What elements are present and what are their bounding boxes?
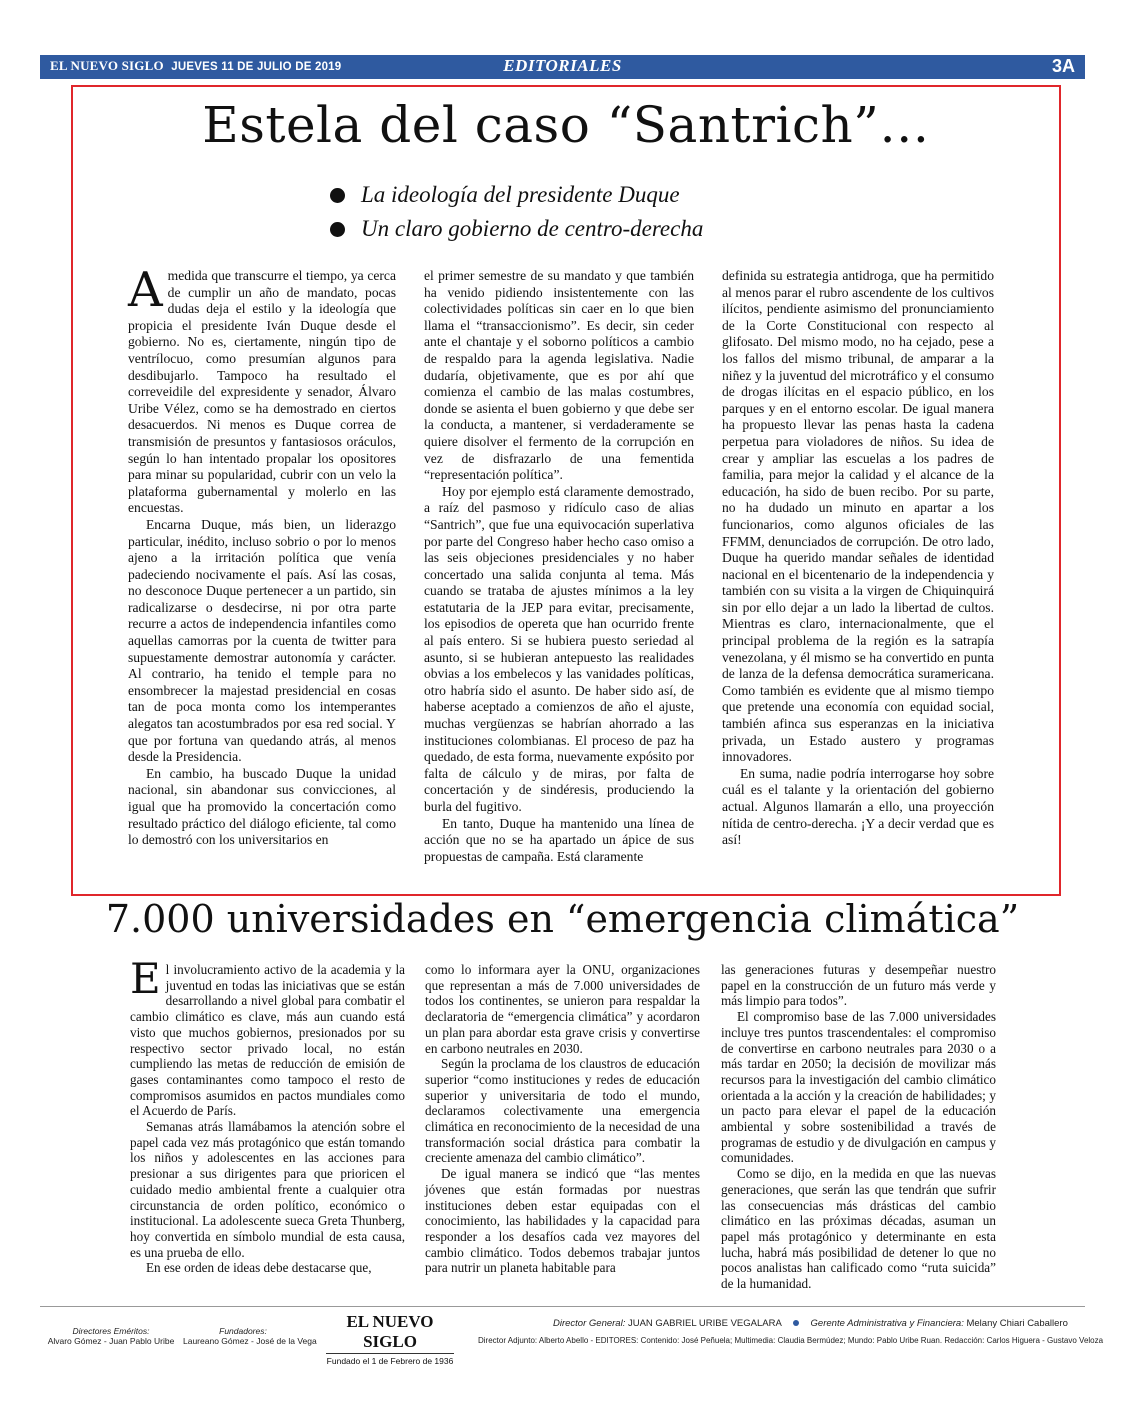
header-page-number: 3A: [1051, 56, 1075, 76]
article-paragraph: Encarna Duque, más bien, un liderazgo particular, inédito, incluso sobrio o por lo menos ajeno a la irritación política que venía padeciendo nocivamente el país. Así las cosas, no desconoce Duque pertenecer a un partido, sin radicalizarse o desdecirse, ni por otra parte recurre a actos de independencia infantiles como aquellas camorras por la cuenta de twitter para supuestamente demostrar autonomía y carácter. Al contrario, ha tenido el temple para no ensombrecer la majestad presidencial en cosas tan de poca monta como los intemperantes alegatos tan acostumbrados por esa red social. Y que por fortuna van quedando atrás, al menos desde la Presidencia.: [128, 516, 396, 765]
paragraph-text: medida que transcurre el tiempo, ya cerca de cumplir un año de mandato, pocas dudas deja el estilo y la ideología que propicia el presidente Iván Duque desde el gobierno. No es, ciertamente, ningún tipo de ventrílocuo, como presumían algunos para desdibujarlo. Tampoco ha resultado el correveidile del expresidente y senador, Álvaro Uribe Vélez, como se ha demostrado en ciertos desacuerdos. Ni menos es Duque correa de transmisión de presuntos y fantasiosos oráculos, según lo han intentado propalar los opositores para minar su popularidad, cubrir con un velo la plataforma gubernamental y molerlo en las encuestas.: [128, 268, 396, 516]
footer-staff-line: Director Adjunto: Alberto Abello - EDITORES: Contenido: José Peñuela; Multimedia: Claudia Bermúdez; Mundo: Pablo Uribe Ruan. Redacción: Carlos Higuera - Gustavo Veloza: [478, 1336, 1104, 1345]
editorial1-subhead: [330, 212, 703, 246]
article-paragraph: En suma, nadie podría interrogarse hoy sobre cuál es el talante y la orientación del gobierno actual. Algunos llamarán a ello, una proyección nítida de centro-derecha. ¡Y a decir verdad que es así!: [722, 765, 994, 848]
footer-gerente-label: Gerente Administrativa y Financiera:: [810, 1318, 964, 1329]
editorial1-subhead-text: Un claro gobierno de centro-derecha: [361, 216, 704, 241]
footer-divider: [40, 1306, 1085, 1307]
footer-founded: Fundado el 1 de Febrero de 1936: [326, 1356, 454, 1366]
article-paragraph: definida su estrategia antidroga, que ha permitido al menos parar el rubro ascendente de los cultivos ilícitos, pendiente asimismo del pronunciamiento de la Corte Constitucional con respecto al glifosato. Del mismo modo, no ha cejado, pese a los fallos del mismo tribunal, de amparar a la niñez y la juventud del microtráfico y el consumo de drogas ilícitas en el espacio público, en los parques y en el entorno escolar. De igual manera ha propuesto llevar las penas hasta la cadena perpetua para violadores de niños. Su idea de crear y ampliar las escuelas a los padres de familia, para mejor la calidad y el alcance de la educación, ha sido de buen recibo. Por su parte, no ha dudado un minuto en apartar a los funcionarios, como algunos oficiales de las FFMM, denunciados de corrupción. De otro lado, Duque ha querido mandar señales de identidad nacional en el bicentenario de la independencia y también con su visita a la virgen de Chiquinquirá sin por ello dejar a un lado la libertad de cultos. Mientras es claro, internacionalmente, que el principal problema de la región es la satrapía venezolana, y él mismo se ha convertido en punta de lanza de la defensa democrática suramericana. Como también es evidente que al mismo tiempo que pretende una economía con equidad social, también afinca sus esperanzas en la iniciativa privada, un Estado austero y programas innovadores.: [722, 268, 994, 765]
footer-director-label: Director General:: [553, 1318, 626, 1329]
paragraph-text: l involucramiento activo de la academia y la juventud en todas las iniciativas que se están desarrollando a nivel global para combatir el cambio climático es clave, más aun cuando está visto que muchos gobiernos, presionados por su respectivo sector privado local, no están cumpliendo las metas de reducción de emisión de gases contaminantes como tampoco el resto de compromisos asumidos en pactos mundiales como el Acuerdo de París.: [130, 962, 405, 1119]
editorial1-column-1: [128, 262, 396, 849]
footer-fundadores-label: Fundadores:: [219, 1326, 267, 1336]
article-paragraph: En ese orden de ideas debe destacarse que,: [146, 1260, 372, 1276]
article-paragraph: Como se dijo, en la medida en que las nuevas generaciones, que serán las que tendrán que sufrir las consecuencias más drásticas del cambio climático en las próximas décadas, asuman un papel más protagónico y determinante en esta lucha, habrá más posibilidad de detener lo que no pocos analistas han calificado como “ruta suicida” de la humanidad.: [721, 1166, 996, 1292]
article-paragraph: En tanto, Duque ha mantenido una línea de acción que no se ha apartado un ápice de sus propuestas de campaña. Está claramente: [424, 815, 694, 864]
article-paragraph: [128, 262, 396, 517]
article-paragraph: De igual manera se indicó que “las mentes jóvenes que están formadas por nuestras instituciones deben estar equipadas con el conocimiento, las habilidades y la capacidad para responder a los desafíos cada vez mayores del cambio climático. Todos debemos trabajar juntos para nutrir un planeta habitable para: [425, 1166, 700, 1276]
footer-fundadores: [183, 1326, 317, 1346]
editorial1-subhead: [330, 178, 703, 212]
header-section: EDITORIALES: [503, 56, 622, 75]
editorial1-subhead-text: La ideología del presidente Duque: [361, 182, 680, 207]
article-paragraph: Hoy por ejemplo está claramente demostrado, a raíz del pasmoso y ridículo caso de alias “Santrich”, que fue una equivocación superlativa por parte del Congreso haber hecho caso omiso a las seis objeciones presidenciales y no haber concertado una salida conjunta al tema. Más cuando se trataba de ajustes mínimos a la ley estatutaria de la JEP para evitar, precisamente, los episodios de opereta que han ocurrido frente al país entero. Si se hubiera puesto seriedad al asunto, si se hubieran antepuesto las realidades obvias a los embelecos y las vanidades políticas, otro habría sido el asunto. De haber sido así, de haberse aceptado a comienzos de año el ajuste, muchas vergüenzas se habrían ahorrado a las instituciones colombianas. El proceso de paz ha quedado, de esta forma, nuevamente expósito por falta de cálculo y de miras, por falta de concertación y de sindéresis, produciendo la burla del fugitivo.: [424, 483, 694, 814]
article-paragraph: Semanas atrás llamábamos la atención sobre el papel cada vez más protagónico que están tomando los niños y adolescentes en las acciones para presionar a sus dirigentes para que prioricen el cuidado medio ambiental frente a cualquier otra circunstancia de orden político, económico o institucional. La adolescente sueca Greta Thunberg, hoy convertida en símbolo mundial de esta causa, es una prueba de ello.: [130, 1119, 405, 1260]
editorial1-subheads: [330, 178, 703, 246]
footer-fundadores-names: Laureano Gómez - José de la Vega: [183, 1336, 317, 1346]
editorial1-column-3: [722, 268, 994, 849]
footer-director-name: JUAN GABRIEL URIBE VEGALARA: [627, 1318, 782, 1329]
footer-emeritos-label: Directores Eméritos:: [72, 1326, 150, 1336]
article-paragraph: el primer semestre de su mandato y que también ha venido pidiendo insistentemente con las colectividades políticas sin caer en lo que bien llama el “transaccionismo”. Es decir, sin ceder ante el chantaje y el soborno políticos a cambio de respaldo para la agenda legislativa. Nadie dudaría, objetivamente, que es por ahí que comienza el cambio de las malas costumbres, donde se asienta el buen gobierno y que debe ser la conducta, a mantener, si verdaderamente se quiere disolver el fermento de la corrupción en vez de disfrazarlo de una fementida “representación política”.: [424, 268, 694, 483]
article-paragraph: Según la proclama de los claustros de educación superior “como instituciones y redes de educación superior y universitaria de todo el mundo, declaramos colectivamente una emergencia climática en reconocimiento de la necesidad de una transformación social drástica para combatir la creciente amenaza del cambio climático”.: [425, 1056, 700, 1166]
bullet-dot-icon: [330, 222, 345, 237]
footer-logo: EL NUEVO SIGLO: [326, 1312, 454, 1354]
editorial2-column-1: [130, 954, 405, 1276]
footer-director-line: [553, 1318, 1068, 1329]
editorial1-title: Estela del caso “Santrich”…: [202, 96, 930, 154]
bullet-dot-icon: [330, 188, 345, 203]
footer-emeritos: [46, 1326, 176, 1346]
article-paragraph: como lo informara ayer la ONU, organizaciones que representan a más de 7.000 universidades de todos los continentes, se unieron para respaldar la declaratoria de “emergencia climática” y acordaron un plan para abordar esta grave crisis y convertirse en carbono neutrales en 2030.: [425, 962, 700, 1056]
drop-cap: A: [128, 262, 163, 318]
editorial1-column-2: [424, 268, 694, 865]
article-paragraph: [130, 954, 405, 1119]
header-paper-name: EL NUEVO SIGLO: [50, 58, 164, 73]
footer-emeritos-names: Alvaro Gómez - Juan Pablo Uribe: [47, 1336, 175, 1346]
page-header-bar: [40, 55, 1085, 79]
footer-gerente-name: Melany Chiari Caballero: [966, 1318, 1068, 1329]
separator-dot-icon: [793, 1320, 799, 1326]
editorial2-column-3: [721, 962, 996, 1292]
article-paragraph: En cambio, ha buscado Duque la unidad nacional, sin abandonar sus convicciones, al igual que ha promovido la concertación como resultado práctico del diálogo eficiente, tal como lo demostró con los universitarios en: [128, 765, 396, 848]
drop-cap: E: [130, 954, 161, 1003]
header-date: JUEVES 11 DE JULIO DE 2019: [171, 61, 342, 73]
article-paragraph: El compromiso base de las 7.000 universidades incluye tres puntos trascendentales: el compromiso de convertirse en carbono neutrales para 2030 o a más tardar en 2050; la decisión de movilizar más recursos para la investigación del cambio climático orientada a la acción y la creación de habilidades; y un pacto para elevar el papel de la educación ambiental y sobre sostenibilidad a través de programas de estudio y de divulgación en campus y comunidades.: [721, 1009, 996, 1166]
article-paragraph: las generaciones futuras y desempeñar nuestro papel en la construcción de un futuro más verde y más limpio para todos”.: [721, 962, 996, 1009]
footer-logo-block: [326, 1312, 454, 1366]
editorial2-title: 7.000 universidades en “emergencia climática”: [105, 897, 1020, 941]
editorial2-column-2: [425, 962, 700, 1276]
